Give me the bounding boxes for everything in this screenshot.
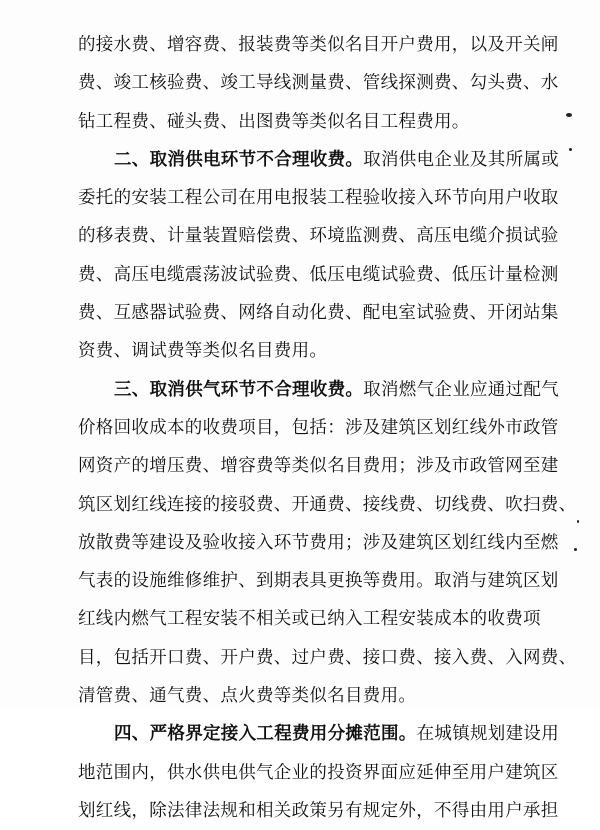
section-heading-line (78, 371, 560, 409)
text-span: 取消燃气企业应通过配气 (363, 379, 560, 400)
section-heading-line (78, 715, 560, 753)
text-line: 费、互感器试验费、网络自动化费、配电室试验费、开闭站集 (78, 303, 559, 324)
text-line: 网资产的增压费、增容费等类似名目费用；涉及市政管网至建 (78, 456, 559, 477)
text-line: 放散费等建设及验收接入环节费用；涉及建筑区划红线内至燃 (78, 532, 559, 553)
text-line: 目，包括开口费、开户费、过户费、接口费、接入费、入网费、 (78, 647, 577, 668)
text-line: 委托的安装工程公司在用电报装工程验收接入环节向用户收取 (78, 188, 559, 209)
section-heading: 二、取消供电环节不合理收费。 (114, 149, 364, 170)
scan-speck (569, 148, 572, 151)
section-heading: 四、严格界定接入工程费用分摊范围。 (114, 724, 417, 745)
text-line: 费、竣工核验费、竣工导线测量费、管线探测费、勾头费、水 (78, 73, 559, 94)
scan-speck (574, 548, 577, 551)
text-line: 划红线，除法律法规和相关政策另有规定外，不得由用户承担 (78, 800, 559, 821)
text-line: 资费、调试费等类似名目费用。 (78, 341, 328, 362)
text-line: 清管费、通气费、点火费等类似名目费用。 (78, 686, 417, 707)
text-line: 红线内燃气工程安装不相关或已纳入工程安装成本的收费项 (78, 609, 541, 630)
text-line: 价格回收成本的收费项目，包括：涉及建筑区划红线外市政管 (78, 417, 559, 438)
section-heading-line (78, 141, 560, 179)
document-body (78, 26, 577, 830)
text-line: 的接水费、增容费、报装费等类似名目开户费用，以及开关闸 (78, 35, 559, 55)
text-line: 地范围内，供水供电供气企业的投资界面应延伸至用户建筑区 (78, 762, 559, 783)
text-line: 费、高压电缆震荡波试验费、低压电缆试验费、低压计量检测 (78, 264, 559, 285)
section-heading: 三、取消供气环节不合理收费。 (114, 379, 364, 400)
text-span: 取消供电企业及其所属或 (363, 149, 560, 170)
text-line: 钻工程费、碰头费、出图费等类似名目工程费用。 (78, 111, 470, 132)
scan-speck (566, 113, 572, 117)
scan-speck (577, 520, 579, 523)
text-line: 气表的设施维修维护、到期表具更换等费用。取消与建筑区划 (78, 571, 559, 592)
text-line: 筑区划红线连接的接驳费、开通费、接线费、切线费、吹扫费、 (78, 494, 577, 515)
text-line: 的移表费、计量装置赔偿费、环境监测费、高压电缆介损试验 (78, 226, 559, 247)
text-span: 在城镇规划建设用 (416, 724, 560, 745)
